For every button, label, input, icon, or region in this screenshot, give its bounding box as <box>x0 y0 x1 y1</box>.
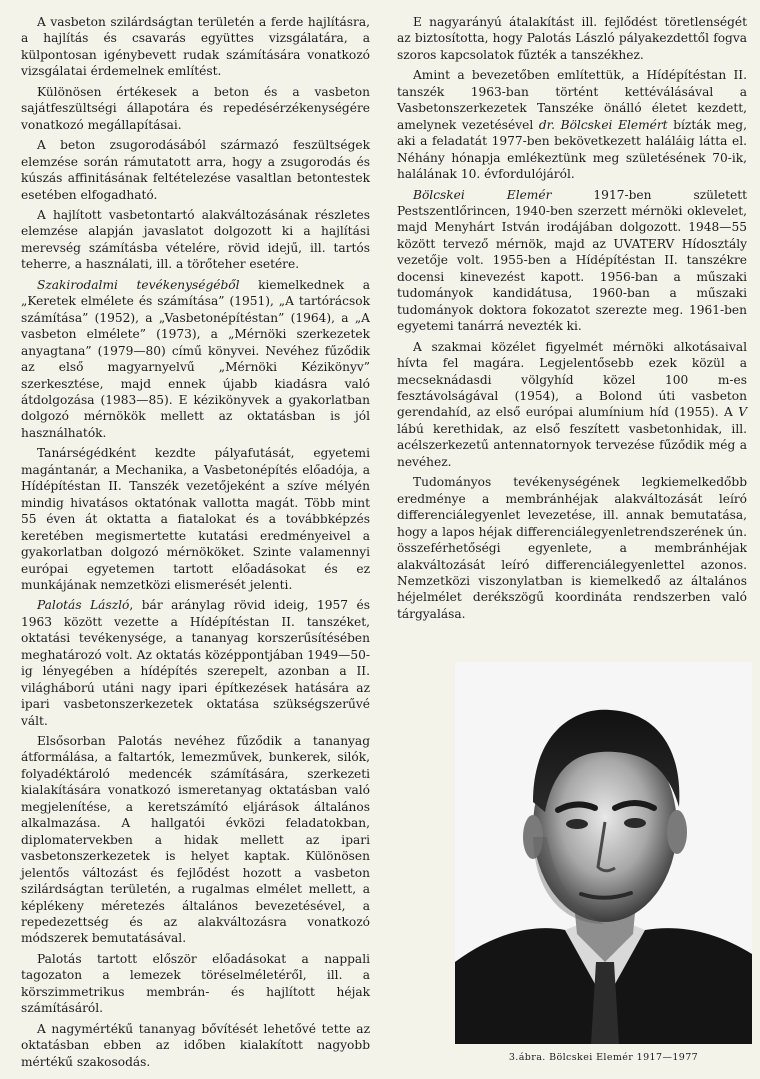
text-run: A szakmai közélet figyelmét mérnöki alkotásaival hívta fel magára. Legjelentősebb ezek közül a mecseknádasdi völgyhíd közel 100 m-es fesztávolságával (1954), a Bolond úti vasbeton gerendahíd, az első európai alumínium híd (1955). A <box>397 339 747 420</box>
paragraph <box>397 67 747 182</box>
portrait-photo <box>455 662 752 1044</box>
left-text-column <box>21 14 370 1074</box>
paragraph <box>21 207 370 273</box>
paragraph <box>21 1021 370 1070</box>
paragraph <box>21 137 370 203</box>
paragraph <box>397 339 747 471</box>
italic-text: Palotás László <box>37 598 130 613</box>
paragraph <box>21 84 370 133</box>
text-run: A nagymértékű tananyag bővítését lehetővé tette az oktatásban ebben az időben kialakított nagyobb mértékű szakosodás. <box>21 1021 370 1069</box>
italic-text: V <box>738 405 747 420</box>
text-run: Különösen értékesek a beton és a vasbeton sajátfeszültségi állapotára és repedésérzékenységére vonatkozó megállapításai. <box>21 84 370 132</box>
paragraph <box>21 597 370 729</box>
text-run: Tanárségédként kezdte pályafutását, egyetemi magántanár, a Mechanika, a Vasbetonépítés előadója, a Hídépítéstan II. Tanszék vezetőjeként a szíve mélyén mindig hivatásos oktatónak vallotta magát. Több mint 55 éven át oktatta a fiatalokat és a továbbképzés keretében megismertette kutatási eredményeivel a gyakorlatban dolgozó mérnököket. Szinte valamennyi európai egyetemen tartott előadásokat és ez munkájának nemzetközi elismerését jelenti. <box>21 446 370 592</box>
paragraph <box>21 445 370 593</box>
text-run: A vasbeton szilárdságtan területén a ferde hajlításra, a hajlítás és csavarás együttes vizsgálatára, a külpontosan igénybevett rudak számítására vonatkozó vizsgálatai érdemelnek említést. <box>21 15 370 79</box>
right-text-column <box>397 14 747 626</box>
text-run: Elsősorban Palotás nevéhez fűződik a tananyag átformálása, a faltartók, lemezművek, bunkerek, silók, folyadéktároló medencék számítására, szerkezeti kialakítására vonatkozó ismeretanyag oktatásban való megjelenítése, a keretszámító eljárások általános alkalmazása. A hallgatói évközi feladatokban, diplomatervekben a hidak mellett az ipari vasbetonszerkezetek is helyet kaptak. Különösen jelentős változást és fejlődést hozott a vasbeton szilárdságtan területén, a rugalmas elmélet mellett, a képlékeny méretezés általános bevezetésével, a repedezettség és az alakváltozásra vonatkozó módszerek bemutatásával. <box>21 734 370 946</box>
paragraph <box>21 14 370 80</box>
text-run: A hajlított vasbetontartó alakváltozásának részletes elemzése alapján javaslatot dolgozott ki a hajlítási merevség számításba vételére, rövid idejű, ill. tartós teherre, a használati, ill. a törőteher esetére. <box>21 207 370 272</box>
text-run: 1917-ben született Pestszentlőrincen, 1940-ben szerzett mérnöki oklevelet, majd Menyhárt István irodájában dolgozott. 1948—55 között tervező mérnök, majd az UVATERV Hídosztály vezetője volt. 1955-ben a Hídépítéstan II. tanszékre docensi kinevezést kapott. 1956-ban a műszaki tudományok kandidátusa, 1960-ban a műszaki tudományok doktora fokozatot szerezte meg. 1961-ben egyetemi tanárrá nevezték ki. <box>397 187 747 334</box>
text-run: , bár aránylag rövid ideig, 1957 és 1963 között vezette a Hídépítéstan II. tanszéket, oktatási tevékenysége, a tananyag korszerűsítésében meghatározó volt. Az oktatás középpontjában 1949—50-ig lényegében a hídépítés szerepelt, azonban a II. világháború utáni nagy ipari építkezések hatására az ipari vasbetonszerkezetek oktatása szükségszerűvé vált. <box>21 598 370 728</box>
figure-caption: 3.ábra. Bölcskei Elemér 1917—1977 <box>508 1052 699 1063</box>
paragraph <box>397 14 747 63</box>
text-run: Palotás tartott először előadásokat a nappali tagozaton a lemezek töréselméletéről, ill. a körszimmetrikus membrán- és hajlított héjak számításáról. <box>21 951 370 1016</box>
paragraph <box>21 733 370 947</box>
text-run: E nagyarányú átalakítást ill. fejlődést töretlenségét az biztosította, hogy Palotás László pályakezdettől fogva szoros kapcsolatok fűzték a tanszékhez. <box>397 15 747 62</box>
text-run: Tudományos tevékenységének legkiemelkedőbb eredménye a membránhéjak alakváltozását leíró differenciálegyenlet levezetése, ill. annak bemutatása, hogy a lapos héjak differenciálegyenletrendszerének ún. összeférhetőségi egyenlete, a membránhéjak alakváltozását leíró differenciálegyenlettel azonos. Nemzetközi viszonylatban is kiemelkedő az általános héjelmélet derékszögű koordináta rendszerben való tárgyalása. <box>397 475 747 621</box>
text-run: bízták meg, aki a feladatát 1977-ben bekövetkezett haláláig látta el. Néhány hónapja emlékeztünk meg születésének 70-ik, halálának 10. évfordulójáról. <box>397 117 747 182</box>
paragraph <box>21 277 370 442</box>
text-run: kiemelkednek a „Keretek elmélete és számítása” (1951), „A tartórácsok számítása” (1952), a „Vasbetonépítéstan” (1964), a „A vasbeton elmélete” (1973), a „Mérnöki szerkezetek anyagtana” (1979—80) című könyvei. Nevéhez fűződik az első magyarnyelvű „Mérnöki Kézikönyv” szerkesztése, majd ennek újabb kiadásra való átdolgozása (1983—85). E kézikönyvek a gyakorlatban dolgozó mérnökök mellett az oktatásban is jól használhatók. <box>21 277 370 440</box>
text-run: lábú kerethidak, az első feszített vasbetonhidak, ill. acélszerkezetű antennatornyok tervezése fűződik még a nevéhez. <box>397 421 747 469</box>
paragraph <box>397 474 747 622</box>
paragraph <box>397 187 747 335</box>
italic-text: Szakirodalmi tevékenységéből <box>37 277 240 292</box>
text-run: Amint a bevezetőben említettük, a Hídépítéstan II. tanszék 1963-ban történt kettéválásával a Vasbetonszerkezetek Tanszéke önálló életet kezdett, amelynek vezetésével <box>397 68 747 132</box>
italic-text: dr. Bölcskei Elemért <box>538 117 668 132</box>
text-run: A beton zsugorodásából származó feszültségek elemzése során rámutatott arra, hogy a zsugorodás és kúszás affinitásának feltételezése vasaltlan betontestek esetében elfogadható. <box>21 138 370 202</box>
paragraph <box>21 951 370 1017</box>
italic-text: Bölcskei Elemér <box>413 187 552 202</box>
